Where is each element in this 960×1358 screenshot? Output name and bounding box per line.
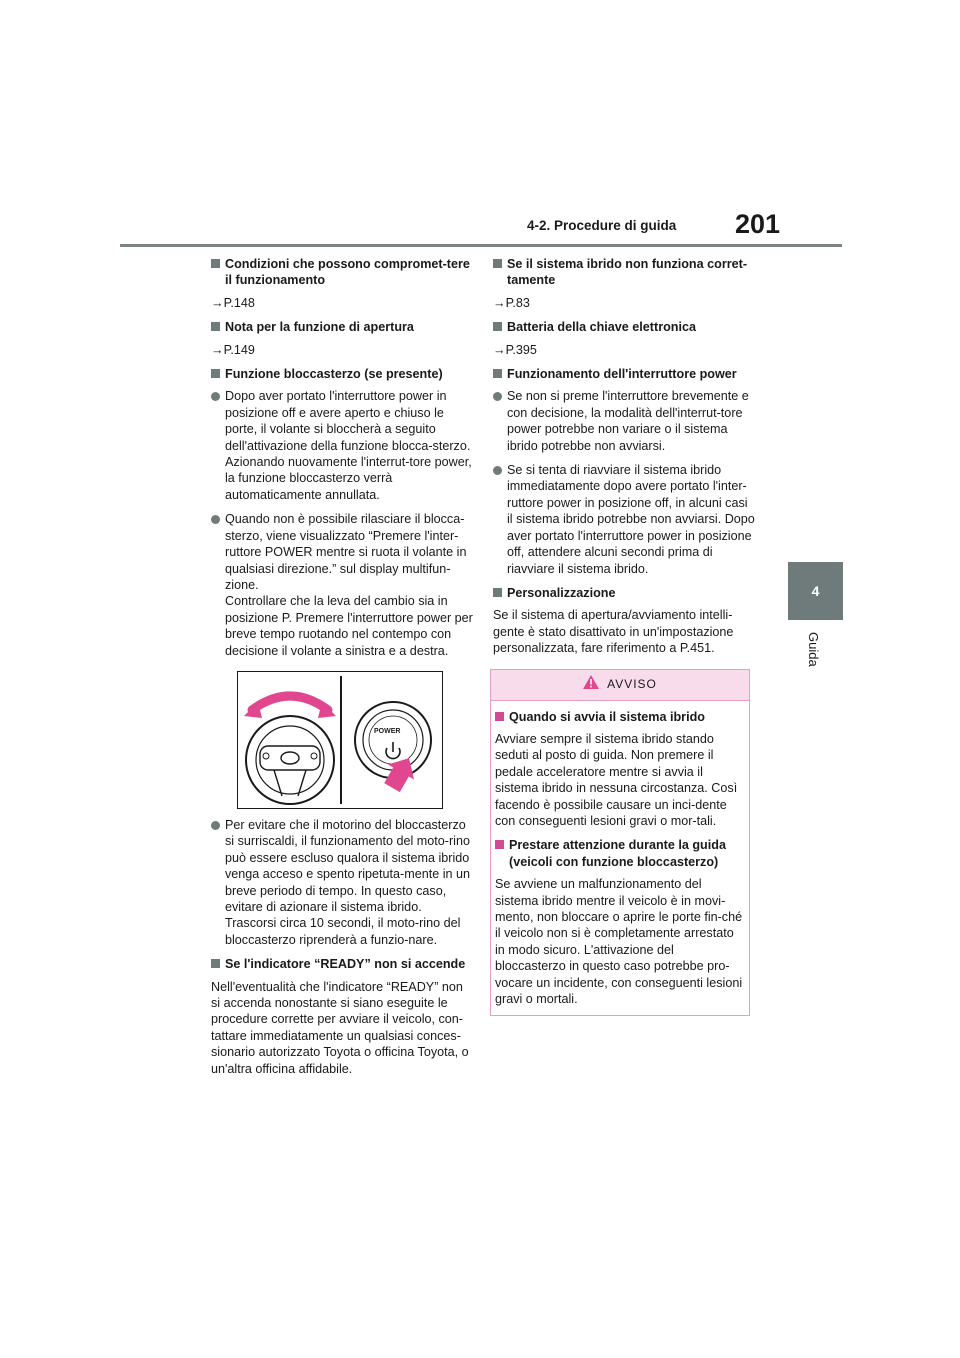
page-reference: →P.395 [493, 342, 537, 357]
heading-text: Prestare attenzione durante la guida (veicoli con funzione bloccasterzo) [509, 838, 726, 869]
square-bullet-icon [495, 712, 504, 721]
heading-text: Nota per la funzione di apertura [225, 320, 414, 335]
bullet-item [211, 511, 473, 659]
warning-paragraph: Se avviene un malfunzionamento del sistema ibrido mentre il veicolo è in movi-mento, non bloccare o aprire le porte fin-ché il veicolo non si è completamente arrestato in modo sicuro. L'attivazione del bloccasterzo in questo caso potrebbe pro-vocare un incidente, con conseguenti lesioni gravi o mortali. [495, 877, 743, 1007]
steering-wheel-illustration [238, 672, 442, 808]
bullet-item [211, 817, 473, 948]
page-reference: →P.149 [211, 342, 255, 357]
bullet-text: Se non si preme l'interruttore brevemente e con decisione, la modalità dell'interrut-tore power potrebbe non variare o il sistema ibrido potrebbe non avviarsi. [507, 389, 749, 453]
heading [493, 585, 755, 601]
warning-heading [495, 837, 745, 870]
left-column [211, 256, 473, 1085]
warning-body [491, 701, 749, 1016]
header-rule [120, 244, 842, 247]
heading [493, 256, 755, 289]
bullet-item [211, 388, 473, 503]
warning-title: AVVISO [607, 677, 657, 692]
warning-heading [495, 709, 745, 725]
heading [211, 256, 473, 289]
heading [211, 366, 473, 382]
section-title: 4-2. Procedure di guida [527, 218, 677, 233]
square-bullet-icon [493, 588, 502, 597]
heading [211, 956, 473, 972]
square-bullet-icon [211, 322, 220, 331]
warning-triangle-icon [583, 675, 599, 693]
square-bullet-icon [493, 322, 502, 331]
square-bullet-icon [495, 840, 504, 849]
chapter-tab [788, 562, 843, 620]
square-bullet-icon [493, 259, 502, 268]
heading-text: Se il sistema ibrido non funziona corret-tamente [507, 257, 748, 288]
heading [493, 319, 755, 335]
warning-paragraph: Avviare sempre il sistema ibrido stando seduti al posto di guida. Non premere il pedale acceleratore mentre si avvia il sistema ibrido in nessuna circostanza. Così facendo è possibile causare un inci-dente con conseguenti lesioni gravi o mor-tali. [495, 731, 738, 828]
rotate-arrow-icon [252, 696, 328, 710]
bullet-text: Se si tenta di riavviare il sistema ibrido immediatamente dopo avere portato l'inter-ruttore power in posizione off, in alcuni casi il sistema ibrido potrebbe non avviarsi. Dopo aver portato l'interruttore power in posizione off, attendere alcuni secondi prima di riavviare il sistema ibrido. [507, 463, 755, 576]
bullet-text: Dopo aver portato l'interruttore power in posizione off e avere aperto e chiuso le porte, il volante si bloccherà a seguito dell'attivazione della funzione blocca-sterzo. Azionando nuovamente l'interrut-tore power, la funzione bloccasterzo verrà automaticamente annullata. [225, 389, 472, 502]
page-reference: →P.148 [211, 295, 255, 310]
heading [493, 366, 755, 382]
bullet-item [493, 388, 755, 454]
square-bullet-icon [211, 959, 220, 968]
bullet-text: Per evitare che il motorino del bloccasterzo si surriscaldi, il funzionamento del moto-rino può essere escluso qualora il sistema ibrido venga acceso e spento ripetuta-mente in un breve periodo di tempo. In questo caso, evitare di azionare il sistema ibrido. Trascorsi circa 10 secondi, il moto-rino del bloccasterzo riprenderà a funzio-nare. [225, 817, 471, 947]
page-reference: →P.83 [493, 295, 530, 310]
round-bullet-icon [211, 515, 220, 524]
page-number: 201 [735, 209, 781, 239]
warning-box [490, 669, 750, 1017]
steering-power-figure [237, 671, 443, 809]
warning-header [491, 670, 749, 701]
round-bullet-icon [211, 821, 220, 830]
heading [211, 319, 473, 335]
heading-text: Condizioni che possono compromet-tere il funzionamento [225, 257, 470, 288]
round-bullet-icon [211, 392, 220, 401]
square-bullet-icon [211, 259, 220, 268]
heading-text: Se l'indicatore “READY” non si accende [225, 957, 466, 972]
square-bullet-icon [211, 369, 220, 378]
heading-text: Funzionamento dell'interruttore power [507, 367, 737, 382]
paragraph: Se il sistema di apertura/avviamento intelli-gente è stato disattivato in un'impostazione personalizzata, fare riferimento a P.451. [493, 608, 734, 656]
heading-text: Batteria della chiave elettronica [507, 320, 696, 335]
bullet-item [493, 462, 755, 577]
paragraph: Nell'eventualità che l'indicatore “READY” non si accenda nonostante si siano eseguite le procedure corrette per avviare il veicolo, con-tattare immediatamente un qualsiasi conces-sionario autorizzato Toyota o officina Toyota, o un'altra officina affidabile. [211, 979, 469, 1076]
chapter-label: Guida [806, 632, 821, 667]
heading-text: Funzione bloccasterzo (se presente) [225, 367, 443, 382]
power-label: POWER [374, 727, 401, 735]
right-column [493, 256, 755, 1016]
round-bullet-icon [493, 392, 502, 401]
round-bullet-icon [493, 466, 502, 475]
square-bullet-icon [493, 369, 502, 378]
bullet-text: Quando non è possibile rilasciare il blocca-sterzo, viene visualizzato “Premere l'inter-ruttore POWER mentre si ruota il volante in qualsiasi direzione.” sul display multifun-zione. [225, 512, 467, 592]
heading-text: Personalizzazione [507, 585, 616, 600]
bullet-text: Controllare che la leva del cambio sia in posizione P. Premere l'interruttore power per breve tempo ruotando nel contempo con decisione il volante a sinistra e a destra. [225, 594, 473, 658]
heading-text: Quando si avvia il sistema ibrido [509, 709, 705, 724]
chapter-number: 4 [811, 583, 820, 599]
